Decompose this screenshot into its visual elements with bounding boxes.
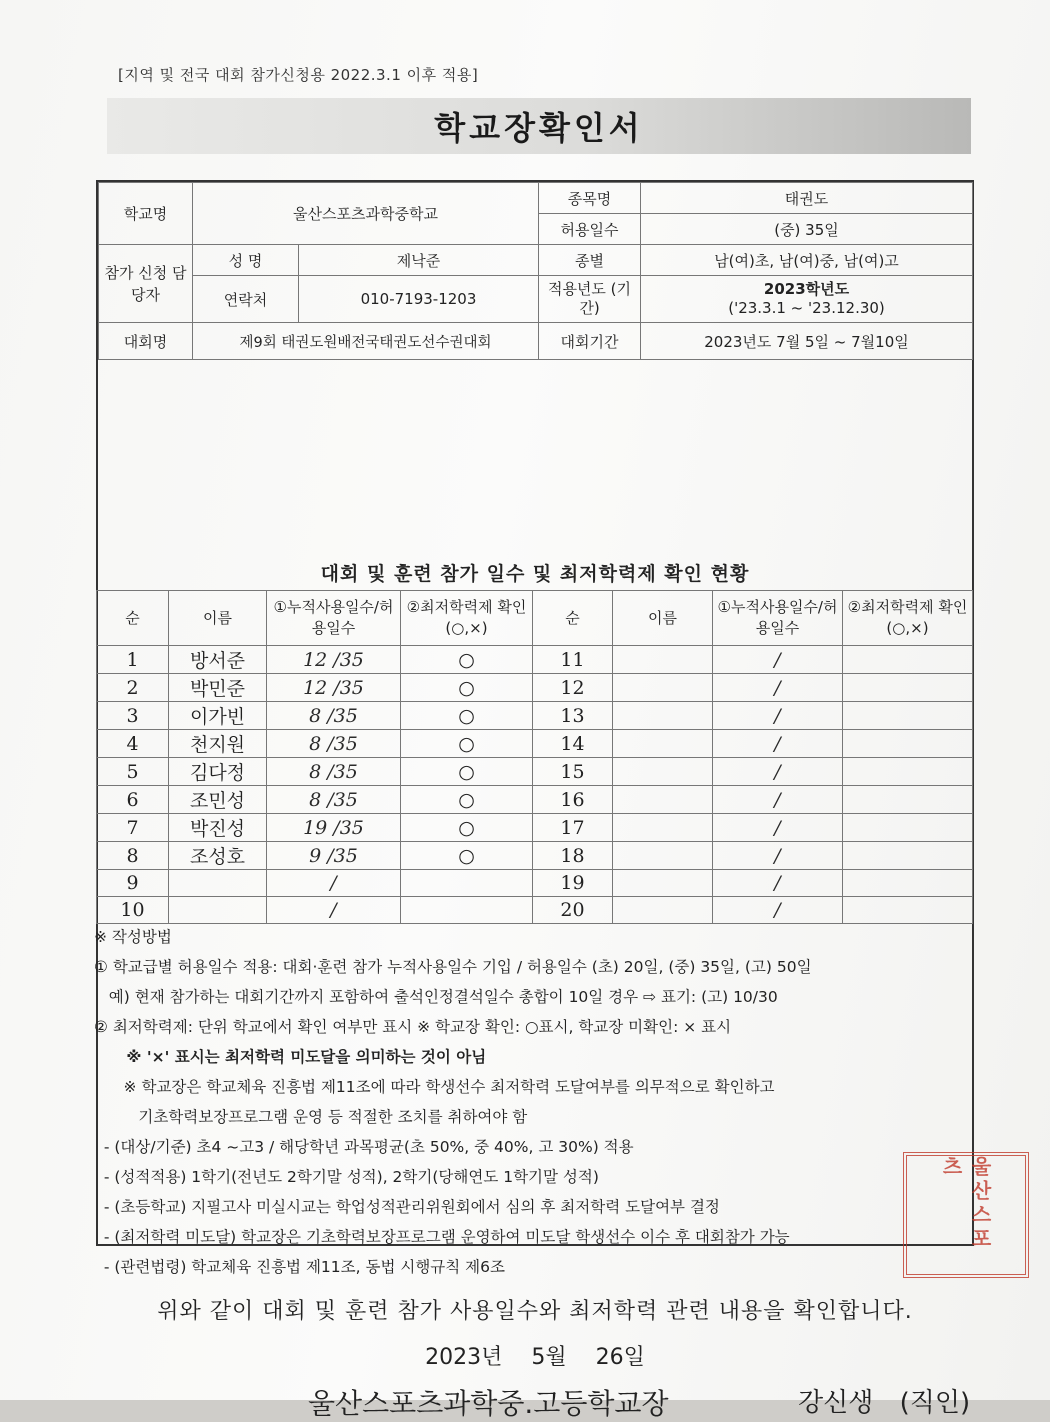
participant-name	[613, 842, 713, 870]
row-number: 4	[97, 730, 169, 758]
table-row	[97, 786, 973, 814]
row-number: 19	[533, 870, 613, 897]
table-row	[97, 702, 973, 730]
applicant-label: 참가 신청 담당자	[99, 245, 193, 323]
col-no-2: 순	[533, 591, 613, 646]
name-value: 제낙준	[299, 245, 539, 276]
used-days: 8 /35	[267, 758, 401, 786]
academic-check	[843, 646, 973, 674]
participant-name	[613, 897, 713, 924]
usage-note: [지역 및 전국 대회 참가신청용 2022.3.1 이후 적용]	[118, 66, 479, 84]
issue-date: 2023년 5월 26일	[425, 1345, 645, 1370]
used-days: /	[713, 814, 843, 842]
row-number: 8	[97, 842, 169, 870]
table-row	[97, 870, 973, 897]
used-days: 9 /35	[267, 842, 401, 870]
document-title: 학교장확인서	[434, 109, 644, 147]
row-number: 17	[533, 814, 613, 842]
year-value: 2023학년도	[763, 280, 850, 298]
col-no: 순	[97, 591, 169, 646]
col-academic: ②최저학력제 확인(○,×)	[401, 591, 533, 646]
used-days: /	[713, 758, 843, 786]
academic-check	[843, 814, 973, 842]
used-days: /	[713, 674, 843, 702]
participant-name	[613, 758, 713, 786]
info-table	[98, 182, 973, 360]
guide-line: 예) 현재 참가하는 대회기간까지 포함하여 출석인정결석일수 총합이 10일 경우 ⇨ 표기: (고) 10/30	[94, 988, 778, 1006]
row-number: 12	[533, 674, 613, 702]
contact-value: 010-7193-1203	[299, 276, 539, 323]
used-days: 19 /35	[267, 814, 401, 842]
participant-name: 박민준	[169, 674, 267, 702]
contact-label: 연락처	[193, 276, 299, 323]
participant-table	[96, 590, 973, 924]
contest-value: 제9회 태권도원배전국태권도선수권대회	[193, 323, 539, 360]
academic-check	[843, 674, 973, 702]
academic-check	[401, 870, 533, 897]
academic-check: ○	[401, 842, 533, 870]
year-label: 적용년도 (기간)	[539, 276, 641, 323]
used-days: /	[713, 730, 843, 758]
event-value: 태권도	[641, 183, 973, 214]
table-row	[97, 842, 973, 870]
row-number: 5	[97, 758, 169, 786]
contest-period-value: 2023년도 7월 5일 ~ 7월10일	[641, 323, 973, 360]
participant-name: 천지원	[169, 730, 267, 758]
guide-line: - (대상/기준) 초4 ~고3 / 해당학년 과목평균(초 50%, 중 40%, 고 30%) 적용	[94, 1138, 634, 1156]
row-number: 20	[533, 897, 613, 924]
allowed-days-value: (중) 35일	[641, 214, 973, 245]
academic-check: ○	[401, 702, 533, 730]
academic-check	[843, 702, 973, 730]
participant-name: 방서준	[169, 646, 267, 674]
col-days-2: ①누적사용일수/허용일수	[713, 591, 843, 646]
used-days: /	[713, 786, 843, 814]
table-row	[97, 897, 973, 924]
used-days: /	[713, 646, 843, 674]
guide-line: - (초등학교) 지필고사 미실시교는 학업성적관리위원회에서 심의 후 최저학력 도달여부 결정	[94, 1198, 720, 1216]
guide-line: ① 학교급별 허용일수 적용: 대회·훈련 참가 누적사용일수 기입 / 허용일수 (초) 20일, (중) 35일, (고) 50일	[94, 958, 812, 976]
guide-line: - (성적적용) 1학기(전년도 2학기말 성적), 2학기(당해연도 1학기말 성적)	[94, 1168, 599, 1186]
guide-line: ※ '×' 표시는 최저학력 미도달을 의미하는 것이 아님	[94, 1048, 487, 1066]
academic-check	[843, 730, 973, 758]
table-row	[97, 758, 973, 786]
col-academic-2: ②최저학력제 확인(○,×)	[843, 591, 973, 646]
academic-check: ○	[401, 646, 533, 674]
row-number: 18	[533, 842, 613, 870]
row-number: 16	[533, 786, 613, 814]
year-period: ('23.3.1 ~ '23.12.30)	[728, 299, 885, 317]
participant-name	[613, 674, 713, 702]
participant-name	[613, 730, 713, 758]
gender-value: 남(여)초, 남(여)중, 남(여)고	[641, 245, 973, 276]
principal-name-block	[798, 1382, 970, 1419]
section-title: 대회 및 훈련 참가 일수 및 최저학력제 확인 현황	[320, 563, 750, 585]
used-days: 12 /35	[267, 646, 401, 674]
seal-label: (직인)	[899, 1388, 971, 1418]
row-number: 2	[97, 674, 169, 702]
row-number: 11	[533, 646, 613, 674]
gender-label: 종별	[539, 245, 641, 276]
row-number: 6	[97, 786, 169, 814]
guide-line: 기초학력보장프로그램 운영 등 적절한 조치를 취하여야 함	[94, 1108, 528, 1126]
used-days: /	[713, 702, 843, 730]
participant-name	[613, 814, 713, 842]
used-days: 8 /35	[267, 730, 401, 758]
table-row	[97, 646, 973, 674]
academic-check	[401, 897, 533, 924]
used-days: /	[713, 897, 843, 924]
guide-line: - (최저학력 미도달) 학교장은 기초학력보장프로그램 운영하여 미도달 학생선수 이수 후 대회참가 가능	[94, 1228, 790, 1246]
name-label: 성 명	[193, 245, 299, 276]
school-label: 학교명	[99, 183, 193, 245]
school-value: 울산스포츠과학중학교	[193, 183, 539, 245]
academic-check	[843, 842, 973, 870]
contest-label: 대회명	[99, 323, 193, 360]
used-days: /	[713, 842, 843, 870]
participant-name	[169, 870, 267, 897]
event-label: 종목명	[539, 183, 641, 214]
row-number: 14	[533, 730, 613, 758]
participant-name: 박진성	[169, 814, 267, 842]
academic-check: ○	[401, 758, 533, 786]
form-frame	[94, 180, 974, 1420]
participant-name: 이가빈	[169, 702, 267, 730]
academic-check	[843, 870, 973, 897]
table-row	[97, 814, 973, 842]
participant-name: 김다정	[169, 758, 267, 786]
guide-line: ※ 작성방법	[94, 928, 172, 946]
used-days: /	[267, 897, 401, 924]
academic-check: ○	[401, 814, 533, 842]
official-seal-stamp: 울산스포츠	[903, 1152, 1029, 1278]
confirmation-statement: 위와 같이 대회 및 훈련 참가 사용일수와 최저학력 관련 내용을 확인합니다.	[157, 1299, 913, 1324]
participant-name	[613, 702, 713, 730]
title-bar	[107, 98, 971, 154]
guide-line: ② 최저학력제: 단위 학교에서 확인 여부만 표시 ※ 학교장 확인: ○표시, 학교장 미확인: × 표시	[94, 1018, 732, 1036]
participant-header-row	[97, 591, 973, 646]
row-number: 9	[97, 870, 169, 897]
participant-name	[613, 786, 713, 814]
used-days: /	[267, 870, 401, 897]
row-number: 15	[533, 758, 613, 786]
academic-check	[843, 758, 973, 786]
used-days: 12 /35	[267, 674, 401, 702]
used-days: 8 /35	[267, 786, 401, 814]
row-number: 13	[533, 702, 613, 730]
participant-name	[613, 646, 713, 674]
participant-name: 조성호	[169, 842, 267, 870]
row-number: 1	[97, 646, 169, 674]
col-days: ①누적사용일수/허용일수	[267, 591, 401, 646]
row-number: 7	[97, 814, 169, 842]
contest-period-label: 대회기간	[539, 323, 641, 360]
participant-name	[613, 870, 713, 897]
academic-check	[843, 897, 973, 924]
allowed-days-label: 허용일수	[539, 214, 641, 245]
row-number: 10	[97, 897, 169, 924]
col-name-2: 이름	[613, 591, 713, 646]
col-name: 이름	[169, 591, 267, 646]
used-days: /	[713, 870, 843, 897]
writing-guide	[94, 922, 974, 1282]
row-number: 3	[97, 702, 169, 730]
school-head-title: 울산스포츠과학중.고등학교장	[308, 1387, 669, 1420]
used-days: 8 /35	[267, 702, 401, 730]
guide-line: - (관련법령) 학교체육 진흥법 제11조, 동법 시행규칙 제6조	[94, 1258, 505, 1276]
academic-check: ○	[401, 730, 533, 758]
academic-check	[843, 786, 973, 814]
table-row	[97, 730, 973, 758]
principal-name: 강신생	[798, 1388, 874, 1418]
participant-name: 조민성	[169, 786, 267, 814]
table-row	[97, 674, 973, 702]
academic-check: ○	[401, 786, 533, 814]
year-cell	[641, 276, 973, 323]
guide-line: ※ 학교장은 학교체육 진흥법 제11조에 따라 학생선수 최저학력 도달여부를 의무적으로 확인하고	[94, 1078, 775, 1096]
academic-check: ○	[401, 674, 533, 702]
participant-name	[169, 897, 267, 924]
